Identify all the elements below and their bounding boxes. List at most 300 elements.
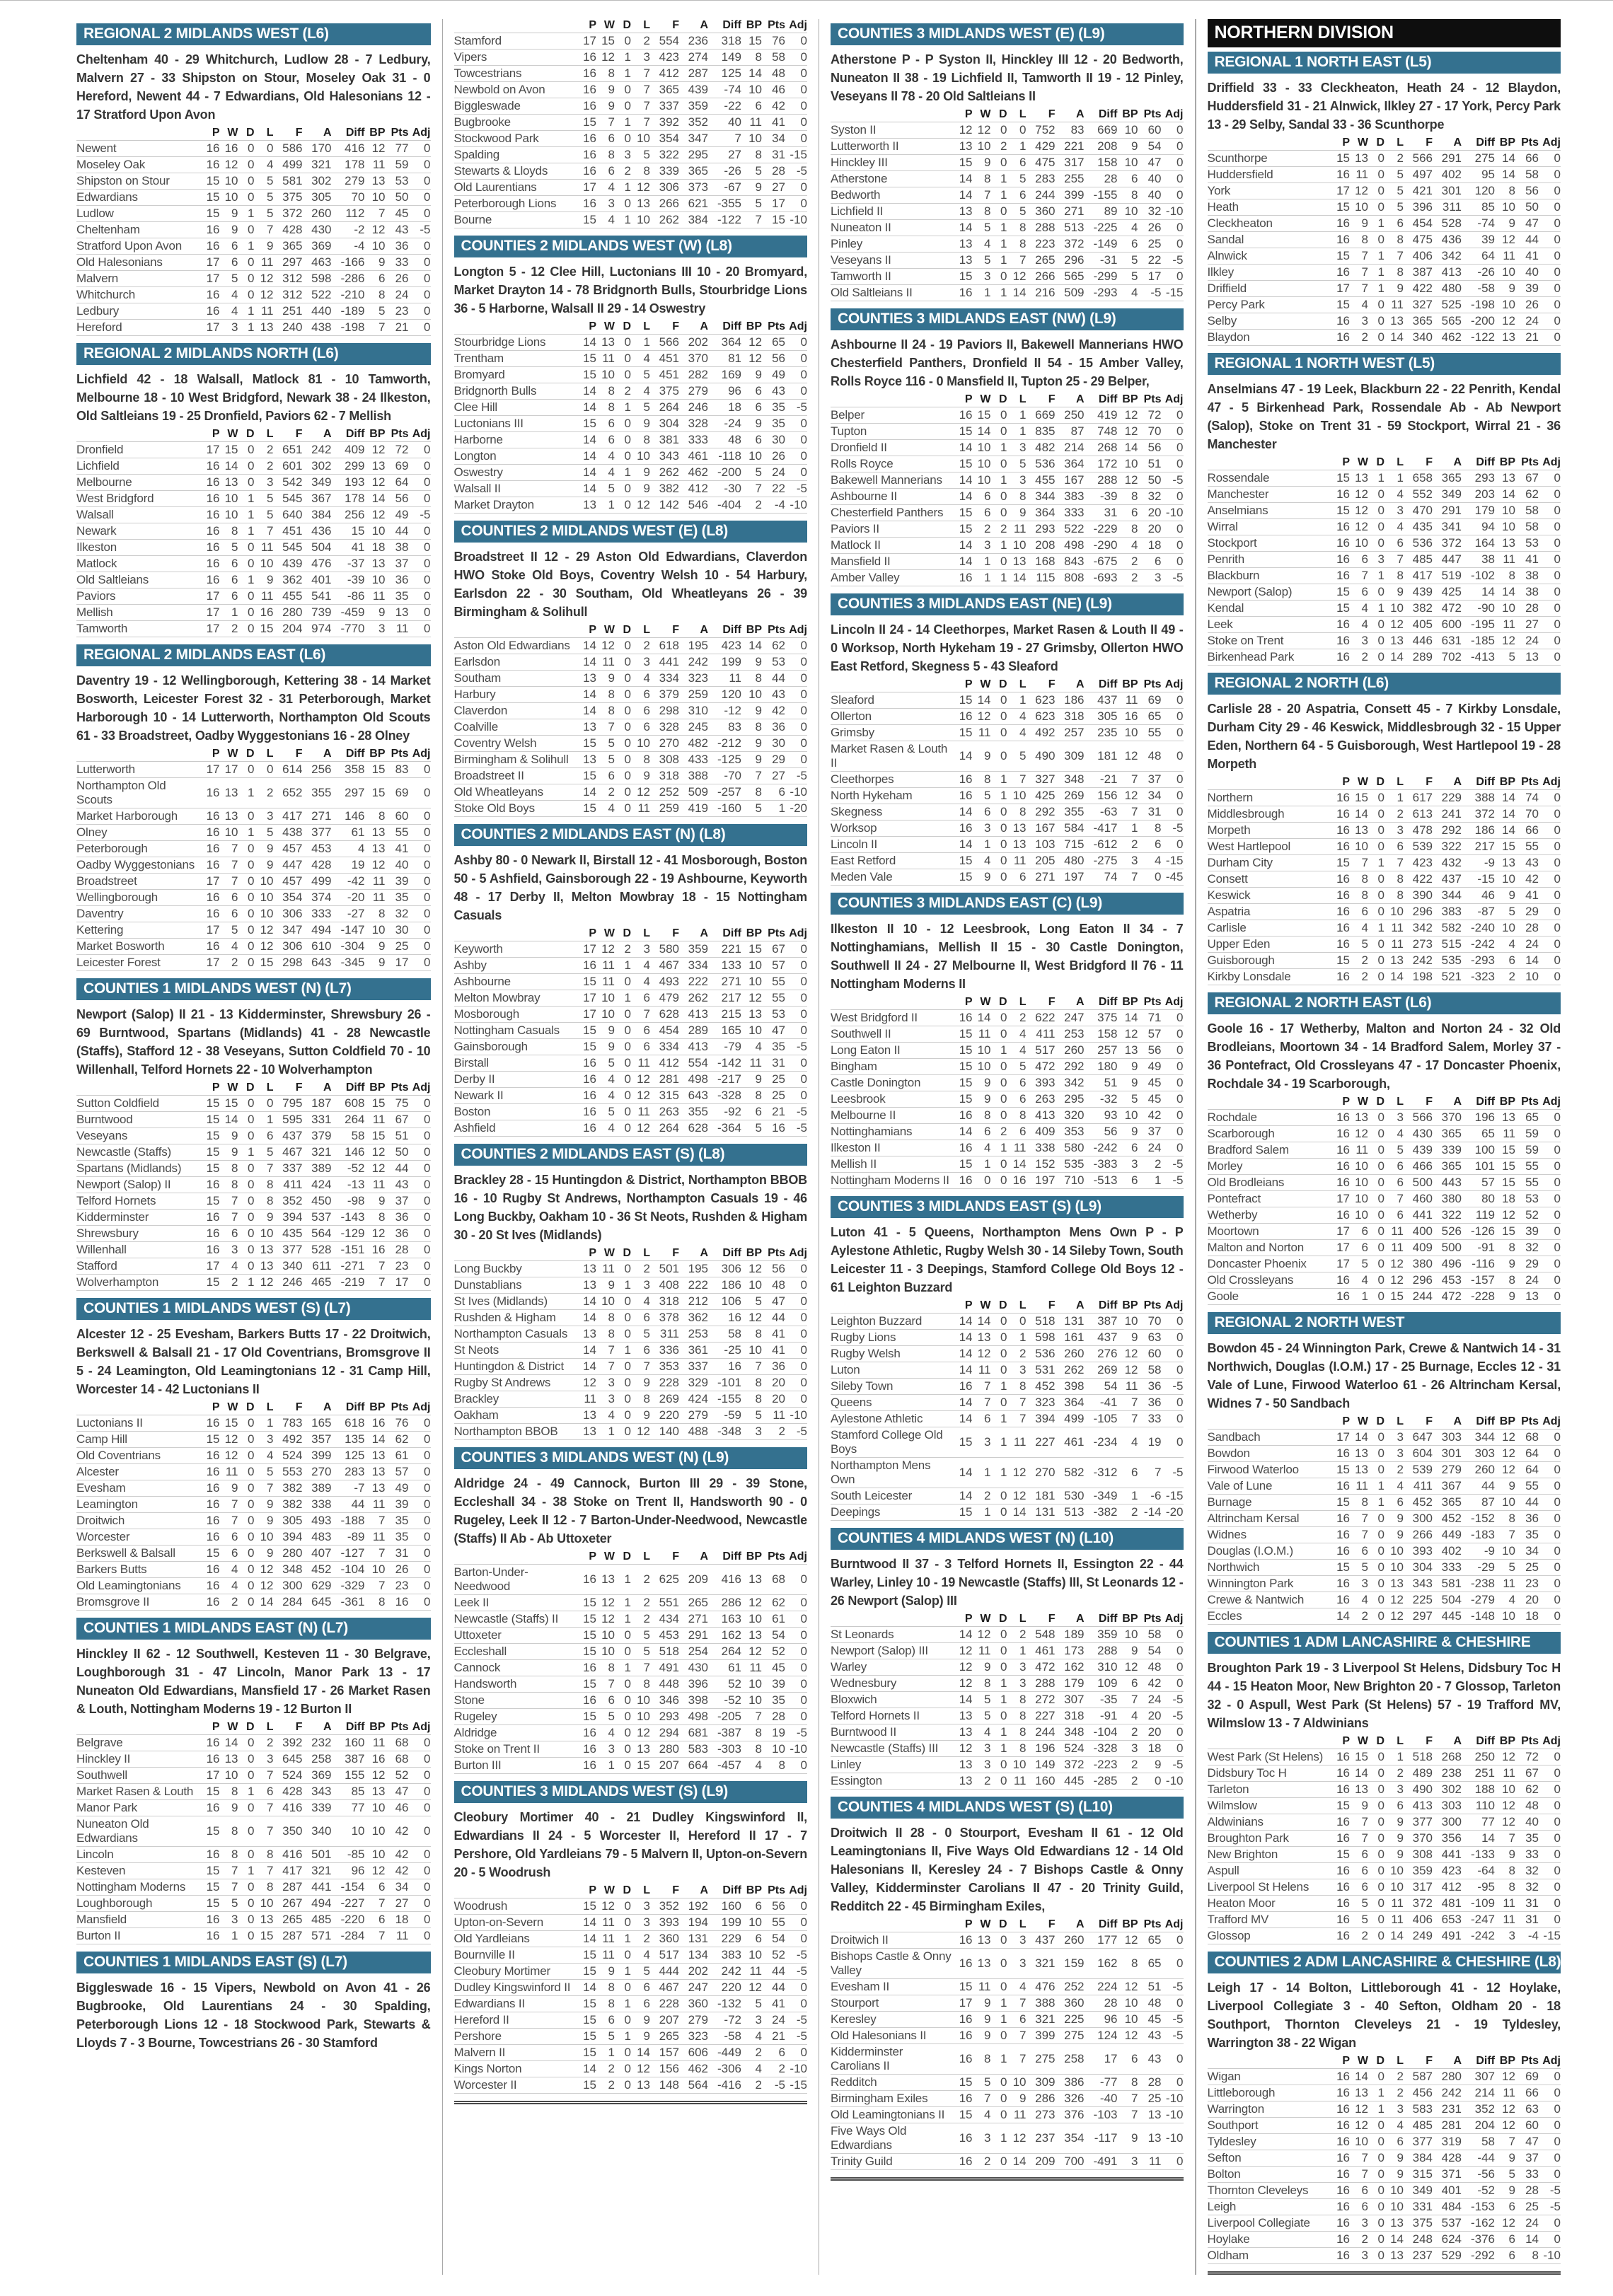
stat-cell: 438 <box>303 320 332 336</box>
stat-header-cell: P <box>202 127 220 141</box>
stat-cell: 476 <box>1027 1979 1056 1995</box>
stat-cell: 2 <box>1350 330 1368 346</box>
stat-cell: 222 <box>679 974 708 990</box>
stat-cell: 1 <box>973 285 991 301</box>
stat-header-cell: Adj <box>785 1550 807 1565</box>
stat-cell: 498 <box>679 1709 708 1725</box>
stat-cell: 0 <box>1162 725 1184 741</box>
stat-cell: 0 <box>1368 1576 1384 1592</box>
stat-cell: 15 <box>220 442 238 458</box>
stat-cell: 172 <box>1085 456 1118 472</box>
table-head <box>831 1299 1184 1314</box>
stat-cell: -160 <box>708 801 741 817</box>
stat-cell: -355 <box>708 196 741 212</box>
table-row <box>831 236 1184 253</box>
stat-cell: 238 <box>1433 1766 1462 1782</box>
stat-cell: 14 <box>954 472 973 489</box>
table-row <box>831 171 1184 187</box>
stat-header-cell: F <box>1404 1096 1433 1110</box>
stat-cell: -129 <box>332 1226 365 1242</box>
table-row <box>454 638 808 654</box>
stat-cell: 542 <box>274 475 303 491</box>
table-row <box>831 2154 1184 2170</box>
stat-cell: 14 <box>578 784 596 801</box>
stat-cell: 16 <box>202 238 220 255</box>
stat-cell: 14 <box>1515 953 1539 969</box>
stat-cell: 10 <box>741 131 762 147</box>
stat-cell: 15 <box>1384 1289 1404 1305</box>
table-row <box>454 147 808 163</box>
table-row <box>454 784 808 801</box>
stat-cell: 0 <box>785 1088 807 1104</box>
table-body <box>831 692 1184 886</box>
stat-cell: 0 <box>1368 1142 1384 1159</box>
stat-cell: 1 <box>1007 692 1027 709</box>
stat-cell: 297 <box>274 255 303 271</box>
stat-cell: 355 <box>679 1104 708 1120</box>
team-name-cell: Tarleton <box>1208 1782 1332 1798</box>
stat-cell: 1 <box>991 472 1007 489</box>
stat-cell: 15 <box>365 1096 386 1112</box>
table-row <box>454 801 808 817</box>
stat-cell: 0 <box>785 719 807 736</box>
table-row <box>1208 1896 1561 1912</box>
stat-cell: 16 <box>578 163 596 180</box>
stat-cell: 1 <box>238 1275 255 1291</box>
stat-header-cell: A <box>303 428 332 442</box>
stat-cell: 44 <box>762 1980 785 1996</box>
stat-cell: 0 <box>785 1676 807 1693</box>
stat-cell: 372 <box>1056 1757 1085 1773</box>
team-name-cell: Eccles <box>1208 1608 1332 1625</box>
stat-cell: 16 <box>1331 2183 1350 2199</box>
stat-cell: 399 <box>303 1448 332 1464</box>
stat-cell: 9 <box>1384 584 1404 601</box>
team-name-cell: Leighton Buzzard <box>831 1314 954 1330</box>
results-intro-text: Driffield 33 - 33 Cleckheaton, Heath 24 - 12 Blaydon, Huddersfield 31 - 21 Alnwick, Ilkley 27 - 17 York, Percy Park 13 - 29 Selby, Sandal 33 - 36 Scunthorpe <box>1207 81 1561 132</box>
stat-cell: 317 <box>1056 155 1085 171</box>
stat-cell: 6 <box>1350 1240 1368 1256</box>
table-row <box>831 269 1184 285</box>
stat-cell: 11 <box>596 1261 615 1277</box>
stat-header-cell: F <box>274 1082 303 1096</box>
table-row <box>831 1108 1184 1124</box>
stat-cell: 209 <box>679 1565 708 1595</box>
stat-header-cell: D <box>991 108 1007 122</box>
stat-cell: 8 <box>741 50 762 66</box>
stat-cell: 265 <box>650 2029 679 2045</box>
stat-cell: 1 <box>991 1741 1007 1757</box>
league-table <box>1208 456 1561 666</box>
stat-cell: 795 <box>274 1096 303 1112</box>
stat-cell: 162 <box>1085 1949 1118 1979</box>
stat-header-cell: F <box>650 1247 679 1261</box>
stat-cell: 16 <box>1331 1592 1350 1608</box>
team-name-cell: Atherstone <box>831 171 954 187</box>
results-intro-text: Cleobury Mortimer 40 - 21 Dudley Kingswinford II, Edwardians II 24 - 5 Worcester II, Hereford II 17 - 7 Pershore, Old Yardleians 79 - 5 Malvern II, Upton-on-Severn 20 - 5 Woodrush <box>453 1810 807 1879</box>
stat-cell: 49 <box>386 507 409 523</box>
stat-cell: -5 <box>785 1964 807 1980</box>
table-header-row <box>454 624 808 638</box>
stat-cell: 9 <box>741 703 762 719</box>
stat-cell: 14 <box>1384 2232 1404 2248</box>
stat-cell: 0 <box>1539 503 1561 519</box>
team-name-cell: Five Ways Old Edwardians <box>831 2123 954 2154</box>
stat-cell: 10 <box>631 131 650 147</box>
stat-cell: 9 <box>365 1193 386 1210</box>
stat-cell: -10 <box>1162 1773 1184 1790</box>
stat-cell: 5 <box>255 206 274 222</box>
stat-cell: 8 <box>1118 521 1138 538</box>
stat-cell: -257 <box>708 784 741 801</box>
team-name-cell: Heaton Moor <box>1208 1896 1332 1912</box>
stat-cell: -15 <box>785 147 807 163</box>
team-name-cell: West Hartlepool <box>1208 839 1332 855</box>
stat-cell: -413 <box>1462 649 1495 666</box>
table-row <box>454 768 808 784</box>
stat-cell: 13 <box>1384 2215 1404 2232</box>
stat-cell: 15 <box>202 1128 220 1144</box>
stat-cell: 365 <box>650 82 679 98</box>
stat-cell: 0 <box>409 1497 431 1513</box>
stat-cell: -98 <box>332 1193 365 1210</box>
stat-cell: 12 <box>1495 1430 1515 1446</box>
stat-cell: 13 <box>365 841 386 857</box>
stat-cell: 0 <box>785 1359 807 1375</box>
stat-cell: 0 <box>1539 1224 1561 1240</box>
stat-cell: 60 <box>1138 1346 1162 1362</box>
stat-cell: 0 <box>1368 2150 1384 2167</box>
team-name-cell: Cleobury Mortimer <box>454 1964 579 1980</box>
table-row <box>1208 1110 1561 1126</box>
stat-cell: 12 <box>1495 633 1515 649</box>
stat-cell: 250 <box>1462 1749 1495 1766</box>
stat-cell: 0 <box>1368 1928 1384 1944</box>
table-row <box>76 1928 431 1944</box>
stat-header-cell: P <box>202 1721 220 1735</box>
stat-cell: 16 <box>1331 790 1350 806</box>
stat-cell: 10 <box>741 1277 762 1294</box>
stat-cell: 365 <box>679 163 708 180</box>
table-body <box>1208 790 1561 985</box>
stat-cell: 0 <box>615 1947 631 1964</box>
team-name-cell: Doncaster Phoenix <box>1208 1256 1332 1272</box>
stat-cell: 2 <box>1007 1627 1027 1643</box>
stat-cell: 0 <box>615 1039 631 1055</box>
section-header: COUNTIES 1 MIDLANDS EAST (S) (L7) <box>76 1952 431 1973</box>
team-name-cell: Paviors II <box>831 521 954 538</box>
league-section <box>76 23 431 336</box>
stat-cell: -105 <box>1085 1411 1118 1427</box>
stat-cell: 0 <box>1162 187 1184 204</box>
stat-cell: 0 <box>238 922 255 939</box>
stat-cell: 0 <box>1162 1043 1184 1059</box>
stat-cell: 15 <box>1331 248 1350 265</box>
league-table <box>831 1299 1184 1521</box>
stat-cell: 7 <box>596 115 615 131</box>
stat-cell: 5 <box>741 1120 762 1137</box>
stat-cell: 1 <box>973 570 991 586</box>
stat-cell: -44 <box>1462 2150 1495 2167</box>
stat-cell: 0 <box>1539 2085 1561 2101</box>
stat-cell: 72 <box>1515 1749 1539 1766</box>
stat-cell: 61 <box>708 1660 741 1676</box>
stat-cell: 6 <box>220 1546 238 1562</box>
stat-cell: 1 <box>991 285 1007 301</box>
stat-cell: 260 <box>303 206 332 222</box>
stat-cell: 0 <box>1007 1314 1027 1330</box>
stat-cell: -15 <box>1162 853 1184 869</box>
stat-cell: 9 <box>741 180 762 196</box>
stat-cell: 15 <box>255 621 274 637</box>
stat-cell: -10 <box>785 1741 807 1758</box>
stat-cell: 42 <box>386 1816 409 1847</box>
stat-cell: 611 <box>303 1258 332 1275</box>
stat-cell: 387 <box>332 1751 365 1768</box>
stat-cell: 460 <box>1404 1191 1433 1207</box>
stat-cell: 0 <box>615 131 631 147</box>
stat-cell: 9 <box>631 2012 650 2029</box>
stat-header-cell: L <box>255 428 274 442</box>
stat-header-cell: Diff <box>1462 137 1495 151</box>
stat-cell: 9 <box>631 1375 650 1391</box>
stat-cell: 25 <box>1138 2091 1162 2107</box>
team-name-cell: Long Buckby <box>454 1261 579 1277</box>
stat-cell: 0 <box>409 173 431 190</box>
stat-cell: 38 <box>1515 568 1539 584</box>
stat-cell: 11 <box>596 1915 615 1931</box>
stat-header-cell: Pts <box>762 1550 785 1565</box>
stat-cell: 262 <box>1056 1362 1085 1379</box>
stat-cell: 43 <box>762 383 785 400</box>
stat-cell: 355 <box>1056 804 1085 821</box>
stat-cell: 0 <box>991 2075 1007 2091</box>
team-name-cell: Old Halesonians II <box>831 2028 954 2044</box>
stat-cell: 526 <box>1433 1224 1462 1240</box>
stat-cell: 10 <box>596 990 615 1007</box>
stat-cell: 4 <box>631 974 650 990</box>
stat-cell: 156 <box>650 2061 679 2077</box>
stat-cell: 10 <box>1384 601 1404 617</box>
stat-cell: 8 <box>1515 2248 1539 2264</box>
stat-cell: 15 <box>202 1896 220 1912</box>
stat-cell: 308 <box>650 752 679 768</box>
stat-cell: 83 <box>1056 122 1085 139</box>
team-name-cell: Keresley <box>831 2012 954 2028</box>
stat-cell: 6 <box>631 1980 650 1996</box>
stat-cell: 12 <box>954 122 973 139</box>
stat-cell: 51 <box>1085 1075 1118 1091</box>
stat-cell: 131 <box>1056 1314 1085 1330</box>
stat-cell: 16 <box>1331 871 1350 888</box>
stat-cell: 15 <box>578 1023 596 1039</box>
table-body <box>454 33 808 228</box>
stat-cell: 15 <box>1495 1224 1515 1240</box>
team-name-cell: Ashby <box>454 958 579 974</box>
stat-cell: 0 <box>785 351 807 367</box>
table-row <box>831 1140 1184 1156</box>
stat-header-cell: L <box>1007 678 1027 692</box>
results-intro-text: Alcester 12 - 25 Evesham, Barkers Butts 17 - 22 Droitwich, Berkswell & Balsall 21 - 17 Old Coventrians, Bromsgrove II 5 - 24 Leamington, Old Leamingtonians 12 - 31 Camp Hill, Worcester 14 - 42 Luctonians II <box>76 1327 431 1396</box>
stat-cell: 4 <box>1118 220 1138 236</box>
stat-cell: 400 <box>1404 1224 1433 1240</box>
stat-cell: 490 <box>1027 741 1056 772</box>
stat-header-cell: Diff <box>1085 1918 1118 1932</box>
stat-cell: 37 <box>1138 1124 1162 1140</box>
stat-header-cell: W <box>220 1401 238 1415</box>
stat-cell: 0 <box>615 1693 631 1709</box>
team-name-cell: Telford Hornets <box>76 1193 202 1210</box>
stat-cell: 0 <box>615 196 631 212</box>
stat-cell: 10 <box>1118 1108 1138 1124</box>
stat-cell: 0 <box>615 1326 631 1343</box>
stat-cell: 13 <box>578 1326 596 1343</box>
table-row <box>1208 806 1561 823</box>
stat-cell: 53 <box>762 654 785 671</box>
stat-header-cell: L <box>255 127 274 141</box>
stat-cell: -26 <box>1462 265 1495 281</box>
stat-cell: 12 <box>1350 2101 1368 2118</box>
table-row <box>1208 1543 1561 1560</box>
team-name-cell: Longton <box>454 448 579 465</box>
stat-header-cell: A <box>303 1401 332 1415</box>
stat-cell: 163 <box>708 1611 741 1628</box>
stat-cell: 12 <box>631 1088 650 1104</box>
stat-cell: 53 <box>1515 535 1539 552</box>
stat-cell: 0 <box>615 1898 631 1915</box>
table-row <box>1208 1766 1561 1782</box>
stat-cell: 10 <box>1118 1995 1138 2012</box>
table-row <box>76 1800 431 1816</box>
table-header-row <box>831 393 1184 407</box>
stat-cell: 0 <box>409 1144 431 1161</box>
stat-cell: 303 <box>1433 1798 1462 1814</box>
stat-cell: 372 <box>1056 236 1085 253</box>
stat-cell: 13 <box>596 1565 615 1595</box>
table-head <box>1208 776 1561 790</box>
stat-cell: 6 <box>596 768 615 784</box>
stat-cell: 5 <box>1350 1560 1368 1576</box>
stat-cell: 509 <box>679 784 708 801</box>
stat-cell: 1 <box>615 400 631 416</box>
stat-cell: 131 <box>1027 1504 1056 1521</box>
stat-cell: -459 <box>332 605 365 621</box>
stat-cell: -122 <box>1462 330 1495 346</box>
stat-cell: 375 <box>650 383 679 400</box>
table-row <box>1208 2085 1561 2101</box>
stat-cell: 8 <box>631 1676 650 1693</box>
stat-cell: 16 <box>1331 568 1350 584</box>
stat-cell: 12 <box>255 1275 274 1291</box>
stat-cell: 9 <box>220 206 238 222</box>
stat-cell: 8 <box>255 1193 274 1210</box>
stat-cell: 11 <box>1007 1427 1027 1458</box>
table-row <box>76 1863 431 1879</box>
stat-cell: 23 <box>1515 1576 1539 1592</box>
stat-cell: 8 <box>596 383 615 400</box>
stat-header-cell: Adj <box>785 320 807 335</box>
team-name-cell: Scunthorpe <box>1208 151 1332 167</box>
stat-cell: 35 <box>762 1693 785 1709</box>
stat-cell: 497 <box>1404 167 1433 183</box>
table-row <box>76 523 431 540</box>
stat-cell: 17 <box>202 922 220 939</box>
results-intro-text: Lichfield 42 - 18 Walsall, Matlock 81 - 10 Tamworth, Melbourne 18 - 10 West Bridgford, Newark 38 - 24 Ilkeston, Old Saltleians 19 - 25 Dronfield, Paviors 62 - 7 Mellish <box>76 372 431 423</box>
table-row <box>1208 1289 1561 1305</box>
stat-cell: 14 <box>954 1314 973 1330</box>
stat-cell: 13 <box>596 335 615 351</box>
stat-cell: 343 <box>1404 1576 1433 1592</box>
stat-cell: 0 <box>1539 1191 1561 1207</box>
stat-cell: -242 <box>1462 1928 1495 1944</box>
stat-cell: 2 <box>255 458 274 475</box>
team-name-cell: Shipston on Stour <box>76 173 202 190</box>
stat-cell: 0 <box>1539 1543 1561 1560</box>
team-name-cell: Clee Hill <box>454 400 579 416</box>
stat-cell: -14 <box>1138 1504 1162 1521</box>
stat-cell: 528 <box>1433 216 1462 232</box>
stat-cell: 9 <box>220 1800 238 1816</box>
stat-header-cell: BP <box>1118 1918 1138 1932</box>
stat-cell: 0 <box>409 303 431 320</box>
stat-cell: 6 <box>1350 552 1368 568</box>
stat-cell: 10 <box>255 556 274 572</box>
stat-cell: -227 <box>332 1896 365 1912</box>
stat-cell: 6 <box>1495 2232 1515 2248</box>
stat-cell: 0 <box>409 1735 431 1751</box>
stat-cell: 14 <box>1462 1831 1495 1847</box>
section-header: COUNTIES 3 MIDLANDS EAST (NE) (L9) <box>831 593 1184 615</box>
table-body <box>1208 1430 1561 1625</box>
stat-cell: 0 <box>991 1949 1007 1979</box>
table-row <box>454 703 808 719</box>
stat-header-cell: BP <box>741 927 762 941</box>
section-header: COUNTIES 4 MIDLANDS WEST (S) (L10) <box>831 1797 1184 1819</box>
table-header-row <box>831 1299 1184 1314</box>
stat-header-cell: W <box>1350 1415 1368 1430</box>
stat-cell: 13 <box>365 458 386 475</box>
stat-cell: 15 <box>1331 297 1350 313</box>
stat-cell: 380 <box>1404 1256 1433 1272</box>
stat-cell: 0 <box>1138 869 1162 886</box>
stat-cell: 2 <box>1118 837 1138 853</box>
section-header: COUNTIES 1 MIDLANDS WEST (N) (L7) <box>76 978 431 1000</box>
stat-cell: 1 <box>255 1112 274 1128</box>
stat-cell: 46 <box>1462 888 1495 904</box>
stat-cell: 15 <box>578 974 596 990</box>
stat-cell: 62 <box>762 638 785 654</box>
stat-cell: 7 <box>1350 281 1368 297</box>
stat-cell: 0 <box>785 367 807 383</box>
team-name-cell: Nottinghamians <box>831 1124 954 1140</box>
stat-cell: 57 <box>762 958 785 974</box>
stat-cell: 0 <box>238 1562 255 1578</box>
stat-cell: 13 <box>578 1277 596 1294</box>
stat-cell: 2 <box>973 1773 991 1790</box>
stat-header-cell: L <box>1007 108 1027 122</box>
league-section <box>831 308 1184 586</box>
stat-cell: 231 <box>1433 2101 1462 2118</box>
stat-cell: 8 <box>1384 568 1404 584</box>
stat-cell: 8 <box>596 1326 615 1343</box>
stat-header-cell: BP <box>741 1247 762 1261</box>
stat-cell: 0 <box>991 2091 1007 2107</box>
stat-cell: 3 <box>1007 1676 1027 1692</box>
stat-cell: 7 <box>631 82 650 98</box>
stat-cell: 0 <box>1539 1478 1561 1495</box>
stat-cell: 0 <box>1368 937 1384 953</box>
team-name-cell: Newcastle (Staffs) <box>76 1144 202 1161</box>
